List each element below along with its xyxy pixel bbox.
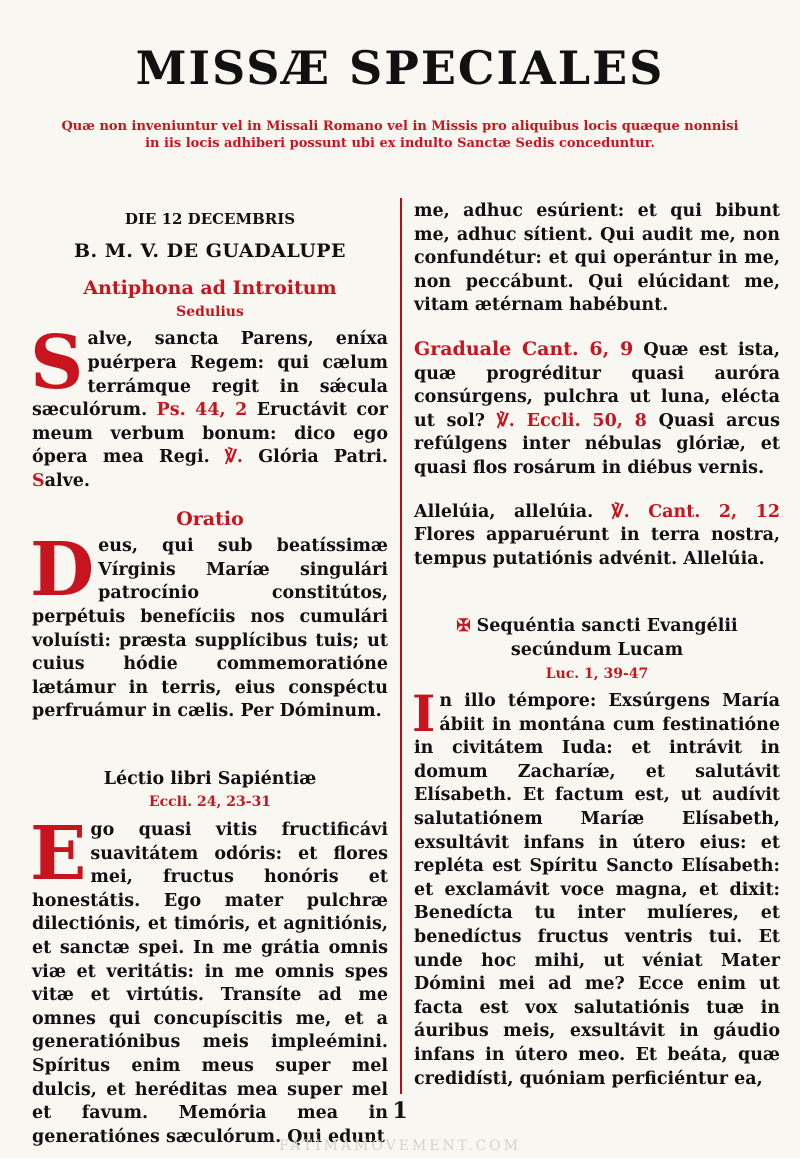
lectio-heading: Léctio libri Sapiéntiæ: [103, 768, 317, 789]
oratio-text: Deus, qui sub beatíssimæ Vírginis Maríæ singulári patrocínio constitútos, perpétuis benefíciis nos cumulári voluísti: præsta supplícibus tuis; ut cuius hódie commemoratióne lætámur in terris, eius conspéctu perfruámur in cælis. Per Dóminum.: [30, 527, 388, 722]
oratio-heading: Oratio: [176, 507, 244, 530]
alleluia-versicle-ref: ℣. Cant. 2, 12: [611, 501, 780, 522]
feast-date: DIE 12 DECEMBRIS: [124, 210, 296, 228]
drop-cap-i: I: [412, 684, 436, 744]
lectio-ref: Eccli. 24, 23-31: [148, 794, 272, 811]
lectio-continuation: me, adhuc esúrient: et qui bibunt me, adhuc sítient. Qui audit me, non confundétur: et qui operántur in me, non peccábunt. Qui elúcidant me, vitam ætérnam habébunt.: [414, 201, 780, 316]
gospel-ref: Luc. 1, 39-47: [545, 665, 649, 682]
graduale-heading: Graduale Cant. 6, 9: [414, 337, 634, 360]
lectio-text: Ego quasi vitis fructificávi suavitátem odóris: et flores mei, fructus honóris et honestátis. Ego mater pulchræ dilectiónis, et timóris, et agnitiónis, et sanctæ spei. In me grátia omnis viæ et veritátis: in me omnis spes vitæ et virtútis. Transíte ad me omnes qui concupíscitis me, et a generatiónibus meis impleémini. Spíritus enim meus super mel dulcis, et heréditas mea super mel et favum. Memória mea in generatiónes sæculórum. Qui edunt: [30, 811, 388, 1147]
introit-author: Sedulius: [176, 303, 244, 320]
gospel-text: In illo témpore: Exsúrgens María ábiit in montána cum festinatióne in civitátem Iuda: et intrávit in domum Zacharíæ, et salutávit Elísabeth. Et factum est, ut audívit salutatiónem Maríæ Elísabeth, exsultávit infans in útero eius: et repléta est Spíritu Sancto Elísabeth: et exclamávit voce magna, et dixit: Benedícta tu inter mulíeres, et benedíctus fructus ventris tui. Et unde hoc mihi, ut véniat Mater Dómini mei ad me? Ecce enim ut facta est vox salutatiónis tuæ in áuribus meis, exsultávit in gáudio infans in útero meo. Et beáta, quæ credidísti, quóniam perficiéntur ea,: [412, 684, 780, 1089]
column-divider: [400, 198, 402, 1094]
alleluia-text: Allelúia, allelúia. ℣. Cant. 2, 12 Flores apparuérunt in terra nostra, tempus putatiónis advénit. Allelúia.: [414, 501, 780, 569]
left-column: [32, 208, 388, 1149]
page-title: MISSÆ SPECIALES: [135, 41, 665, 95]
drop-cap-s: S: [30, 320, 84, 407]
cross-icon: ✠: [456, 616, 471, 637]
graduale-text: Graduale Cant. 6, 9 Quæ est ista, quæ progréditur quasi auróra consúrgens, pulchra ut luna, elécta ut sol? ℣. Eccli. 50, 8 Quasi arcus refúlgens inter nébulas glóriæ, et quasi flos rosárum in diébus vernis.: [414, 337, 780, 478]
watermark: FATIMAMOVEMENT.COM: [278, 1138, 522, 1154]
page-number: 1: [392, 1098, 408, 1124]
drop-cap-e: E: [30, 811, 87, 898]
introit-heading: Antiphona ad Introitum: [83, 277, 337, 300]
page-subtitle: Quæ non inveniuntur vel in Missali Romano vel in Missis pro aliquibus locis quæque nonnisi in iis locis adhiberi possunt ubi ex indulto Sanctæ Sedis conceduntur.: [61, 119, 739, 151]
feast-title: B. M. V. DE GUADALUPE: [73, 239, 347, 262]
gospel-heading: ✠ Sequéntia sancti Evangélii secúndum Lucam: [456, 616, 738, 660]
repeat-initial: S: [32, 470, 45, 491]
graduale-versicle-ref: ℣. Eccli. 50, 8: [496, 410, 647, 431]
drop-cap-d: D: [30, 527, 95, 614]
introit-psalm-ref: Ps. 44, 2: [156, 400, 248, 421]
versicle-symbol: ℣.: [224, 447, 243, 468]
right-column: [414, 200, 780, 1091]
introit-text: Salve, sancta Parens, eníxa puérpera Regem: qui cælum terrámque regit in sǽcula sæculórum. Ps. 44, 2 Eructávit cor meum verbum bonum: dico ego ópera mea Regi. ℣. Glória Patri. Salve.: [30, 320, 388, 491]
